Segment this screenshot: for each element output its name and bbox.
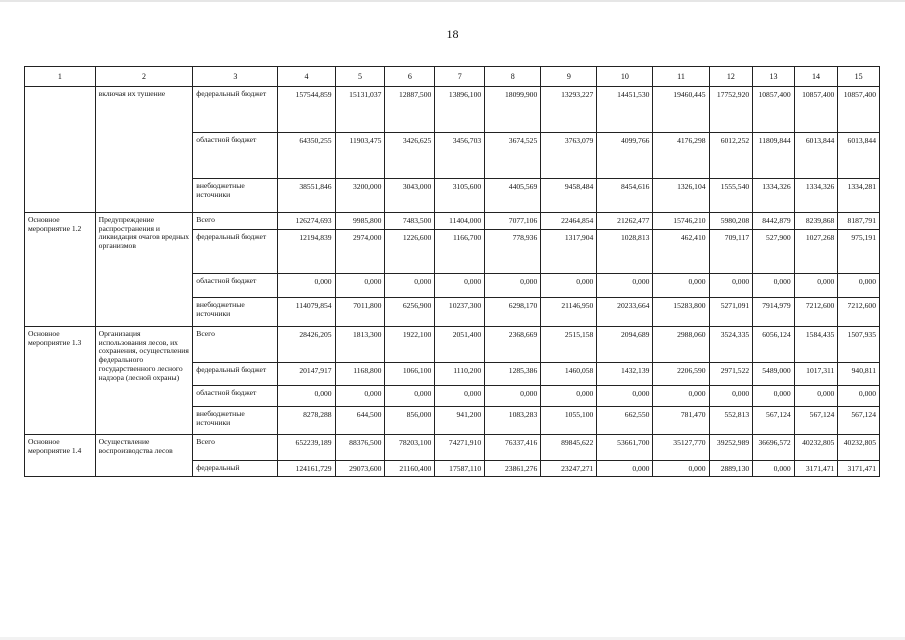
value-cell: 0,000 (597, 461, 653, 477)
value-cell: 1555,540 (709, 179, 753, 213)
value-cell: 1813,300 (335, 327, 385, 363)
value-cell: 6256,900 (385, 298, 435, 327)
value-cell: 1460,058 (541, 363, 597, 386)
value-cell: 2051,400 (435, 327, 485, 363)
value-cell: 5489,000 (753, 363, 795, 386)
column-header: 12 (709, 67, 753, 87)
value-cell: 1226,600 (385, 230, 435, 274)
value-cell: 5271,091 (709, 298, 753, 327)
value-cell: 9985,800 (335, 213, 385, 230)
value-cell: 0,000 (753, 461, 795, 477)
value-cell: 975,191 (838, 230, 880, 274)
value-cell: 28426,205 (278, 327, 335, 363)
value-cell: 940,811 (838, 363, 880, 386)
value-cell: 567,124 (753, 407, 795, 435)
scan-edge (0, 0, 905, 2)
value-cell: 3426,625 (385, 133, 435, 179)
value-cell: 7011,800 (335, 298, 385, 327)
value-cell: 22464,854 (541, 213, 597, 230)
value-cell: 778,936 (485, 230, 541, 274)
value-cell: 3043,000 (385, 179, 435, 213)
value-cell: 2971,522 (709, 363, 753, 386)
value-cell: 1066,100 (385, 363, 435, 386)
activity-cell: Основное мероприятие 1.4 (25, 435, 96, 477)
value-cell: 36696,572 (753, 435, 795, 461)
value-cell: 15283,800 (653, 298, 709, 327)
value-cell: 0,000 (709, 386, 753, 407)
column-header: 9 (541, 67, 597, 87)
value-cell: 552,813 (709, 407, 753, 435)
value-cell: 19460,445 (653, 87, 709, 133)
value-cell: 21160,400 (385, 461, 435, 477)
value-cell: 0,000 (653, 386, 709, 407)
value-cell: 0,000 (709, 274, 753, 298)
value-cell: 114079,854 (278, 298, 335, 327)
value-cell: 8278,288 (278, 407, 335, 435)
value-cell: 17752,920 (709, 87, 753, 133)
funding-source-cell: внебюджетные источники (193, 298, 278, 327)
value-cell: 21146,950 (541, 298, 597, 327)
value-cell: 0,000 (653, 461, 709, 477)
value-cell: 8454,616 (597, 179, 653, 213)
value-cell: 0,000 (838, 274, 880, 298)
value-cell: 1017,311 (794, 363, 838, 386)
column-header: 7 (435, 67, 485, 87)
value-cell: 0,000 (435, 386, 485, 407)
value-cell: 12194,839 (278, 230, 335, 274)
value-cell: 1083,283 (485, 407, 541, 435)
value-cell: 4405,569 (485, 179, 541, 213)
value-cell: 2889,130 (709, 461, 753, 477)
value-cell: 1166,700 (435, 230, 485, 274)
funding-source-cell: федеральный бюджет (193, 230, 278, 274)
value-cell: 652239,189 (278, 435, 335, 461)
value-cell: 0,000 (278, 274, 335, 298)
value-cell: 29073,600 (335, 461, 385, 477)
value-cell: 1110,200 (435, 363, 485, 386)
column-header: 3 (193, 67, 278, 87)
funding-source-cell: Всего (193, 327, 278, 363)
value-cell: 6056,124 (753, 327, 795, 363)
value-cell: 10237,300 (435, 298, 485, 327)
column-header: 13 (753, 67, 795, 87)
value-cell: 2974,000 (335, 230, 385, 274)
value-cell: 0,000 (435, 274, 485, 298)
value-cell: 0,000 (794, 274, 838, 298)
value-cell: 13293,227 (541, 87, 597, 133)
value-cell: 3171,471 (838, 461, 880, 477)
value-cell: 89845,622 (541, 435, 597, 461)
value-cell: 6013,844 (838, 133, 880, 179)
value-cell: 0,000 (753, 386, 795, 407)
value-cell: 856,000 (385, 407, 435, 435)
value-cell: 527,900 (753, 230, 795, 274)
value-cell: 4176,298 (653, 133, 709, 179)
value-cell: 2094,689 (597, 327, 653, 363)
value-cell: 1584,435 (794, 327, 838, 363)
header-row (25, 67, 880, 87)
value-cell: 1334,326 (794, 179, 838, 213)
value-cell: 3524,335 (709, 327, 753, 363)
value-cell: 88376,500 (335, 435, 385, 461)
value-cell: 15746,210 (653, 213, 709, 230)
value-cell: 0,000 (597, 386, 653, 407)
value-cell: 12887,500 (385, 87, 435, 133)
table-row (25, 327, 880, 363)
value-cell: 7483,500 (385, 213, 435, 230)
funding-source-cell: внебюджетные источники (193, 179, 278, 213)
value-cell: 6298,170 (485, 298, 541, 327)
value-cell: 7212,600 (794, 298, 838, 327)
value-cell: 1334,281 (838, 179, 880, 213)
value-cell: 709,117 (709, 230, 753, 274)
budget-table (24, 66, 880, 477)
value-cell: 13896,100 (435, 87, 485, 133)
value-cell: 0,000 (385, 386, 435, 407)
value-cell: 7212,600 (838, 298, 880, 327)
funding-source-cell: федеральный (193, 461, 278, 477)
value-cell: 0,000 (335, 386, 385, 407)
value-cell: 1027,268 (794, 230, 838, 274)
column-header: 6 (385, 67, 435, 87)
value-cell: 3763,079 (541, 133, 597, 179)
funding-source-cell: федеральный бюджет (193, 363, 278, 386)
subject-cell: Предупреждение распространения и ликвидация очагов вредных организмов (95, 213, 193, 327)
value-cell: 10857,400 (794, 87, 838, 133)
activity-cell (25, 87, 96, 213)
value-cell: 126274,693 (278, 213, 335, 230)
value-cell: 781,470 (653, 407, 709, 435)
value-cell: 5980,208 (709, 213, 753, 230)
value-cell: 64350,255 (278, 133, 335, 179)
value-cell: 0,000 (541, 274, 597, 298)
activity-cell: Основное мероприятие 1.2 (25, 213, 96, 327)
subject-cell: Осуществление воспроизводства лесов (95, 435, 193, 477)
funding-source-cell: федеральный бюджет (193, 87, 278, 133)
value-cell: 1028,813 (597, 230, 653, 274)
value-cell: 0,000 (485, 274, 541, 298)
value-cell: 17587,110 (435, 461, 485, 477)
value-cell: 53661,700 (597, 435, 653, 461)
column-header: 4 (278, 67, 335, 87)
value-cell: 8442,879 (753, 213, 795, 230)
column-header: 5 (335, 67, 385, 87)
column-header: 14 (794, 67, 838, 87)
value-cell: 23861,276 (485, 461, 541, 477)
value-cell: 0,000 (838, 386, 880, 407)
value-cell: 1168,800 (335, 363, 385, 386)
value-cell: 23247,271 (541, 461, 597, 477)
table-row (25, 435, 880, 461)
value-cell: 1317,904 (541, 230, 597, 274)
value-cell: 567,124 (838, 407, 880, 435)
activity-cell: Основное мероприятие 1.3 (25, 327, 96, 435)
value-cell: 78203,100 (385, 435, 435, 461)
value-cell: 15131,037 (335, 87, 385, 133)
value-cell: 7914,979 (753, 298, 795, 327)
value-cell: 0,000 (597, 274, 653, 298)
value-cell: 1432,139 (597, 363, 653, 386)
value-cell: 10857,400 (838, 87, 880, 133)
value-cell: 40232,805 (838, 435, 880, 461)
value-cell: 462,410 (653, 230, 709, 274)
value-cell: 124161,729 (278, 461, 335, 477)
table-row (25, 87, 880, 133)
value-cell: 2368,669 (485, 327, 541, 363)
value-cell: 1326,104 (653, 179, 709, 213)
value-cell: 3200,000 (335, 179, 385, 213)
value-cell: 1285,386 (485, 363, 541, 386)
value-cell: 8187,791 (838, 213, 880, 230)
table-row (25, 213, 880, 230)
funding-source-cell: Всего (193, 435, 278, 461)
value-cell: 6012,252 (709, 133, 753, 179)
value-cell: 74271,910 (435, 435, 485, 461)
value-cell: 0,000 (278, 386, 335, 407)
column-header: 15 (838, 67, 880, 87)
funding-source-cell: внебюджетные источники (193, 407, 278, 435)
value-cell: 35127,770 (653, 435, 709, 461)
value-cell: 0,000 (385, 274, 435, 298)
value-cell: 11809,844 (753, 133, 795, 179)
column-header: 8 (485, 67, 541, 87)
value-cell: 11903,475 (335, 133, 385, 179)
value-cell: 644,500 (335, 407, 385, 435)
value-cell: 2206,590 (653, 363, 709, 386)
value-cell: 0,000 (335, 274, 385, 298)
value-cell: 941,200 (435, 407, 485, 435)
funding-source-cell: областной бюджет (193, 386, 278, 407)
value-cell: 1507,935 (838, 327, 880, 363)
funding-source-cell: Всего (193, 213, 278, 230)
value-cell: 3456,703 (435, 133, 485, 179)
subject-cell: включая их тушение (95, 87, 193, 213)
value-cell: 39252,989 (709, 435, 753, 461)
value-cell: 3105,600 (435, 179, 485, 213)
value-cell: 8239,868 (794, 213, 838, 230)
value-cell: 157544,859 (278, 87, 335, 133)
subject-cell: Организация использования лесов, их сохранения, осуществления федерального государственного лесного надзора (лесной охраны) (95, 327, 193, 435)
value-cell: 2988,060 (653, 327, 709, 363)
value-cell: 1334,326 (753, 179, 795, 213)
value-cell: 0,000 (485, 386, 541, 407)
funding-source-cell: областной бюджет (193, 133, 278, 179)
value-cell: 10857,400 (753, 87, 795, 133)
value-cell: 1055,100 (541, 407, 597, 435)
column-header: 2 (95, 67, 193, 87)
value-cell: 0,000 (541, 386, 597, 407)
funding-source-cell: областной бюджет (193, 274, 278, 298)
value-cell: 7077,106 (485, 213, 541, 230)
value-cell: 6013,844 (794, 133, 838, 179)
value-cell: 0,000 (753, 274, 795, 298)
value-cell: 0,000 (794, 386, 838, 407)
column-header: 1 (25, 67, 96, 87)
value-cell: 3674,525 (485, 133, 541, 179)
value-cell: 20233,664 (597, 298, 653, 327)
value-cell: 11404,000 (435, 213, 485, 230)
value-cell: 9458,484 (541, 179, 597, 213)
value-cell: 76337,416 (485, 435, 541, 461)
value-cell: 38551,846 (278, 179, 335, 213)
value-cell: 21262,477 (597, 213, 653, 230)
value-cell: 4099,766 (597, 133, 653, 179)
column-header: 11 (653, 67, 709, 87)
value-cell: 40232,805 (794, 435, 838, 461)
value-cell: 3171,471 (794, 461, 838, 477)
column-header: 10 (597, 67, 653, 87)
value-cell: 662,550 (597, 407, 653, 435)
value-cell: 1922,100 (385, 327, 435, 363)
value-cell: 20147,917 (278, 363, 335, 386)
value-cell: 0,000 (653, 274, 709, 298)
value-cell: 18099,900 (485, 87, 541, 133)
table-body (25, 87, 880, 477)
value-cell: 567,124 (794, 407, 838, 435)
value-cell: 14451,530 (597, 87, 653, 133)
page-number: 18 (446, 27, 459, 41)
value-cell: 2515,158 (541, 327, 597, 363)
